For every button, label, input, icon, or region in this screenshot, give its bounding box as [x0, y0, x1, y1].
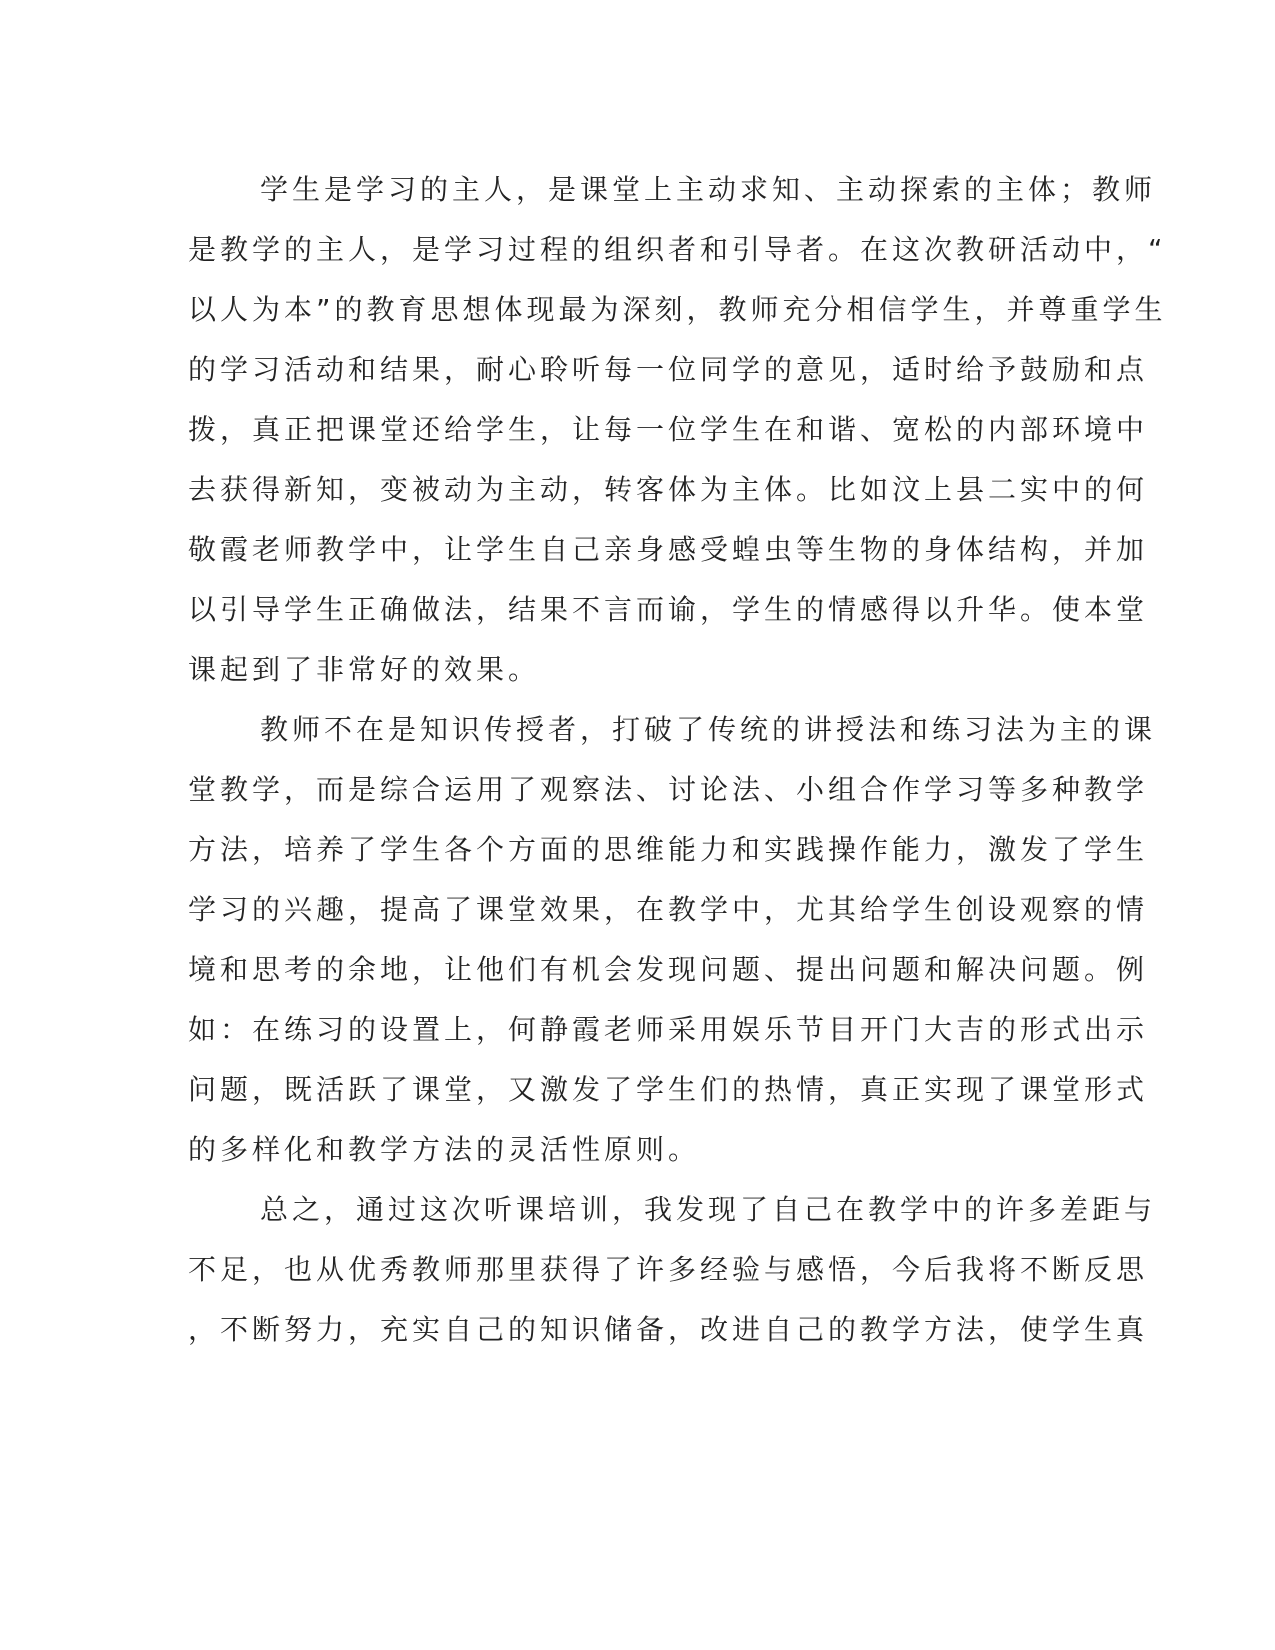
paragraph-line: 总之，通过这次听课培训，我发现了自己在教学中的许多差距与 [260, 1193, 1157, 1226]
paragraph-2 [188, 700, 1157, 1180]
paragraph-line: 是教学的主人，是学习过程的组织者和引导者。在这次教研活动中，“ [188, 233, 1167, 266]
paragraph-3 [188, 1180, 1157, 1360]
paragraph-line: 教师不在是知识传授者，打破了传统的讲授法和练习法为主的课 [260, 713, 1157, 746]
paragraph-line: 的多样化和教学方法的灵活性原则。 [188, 1133, 701, 1166]
paragraph-1 [188, 160, 1167, 700]
paragraph-line: 学生是学习的主人，是课堂上主动求知、主动探索的主体；教师 [260, 173, 1157, 206]
paragraph-line: 敬霞老师教学中，让学生自己亲身感受蝗虫等生物的身体结构，并加 [188, 533, 1149, 566]
paragraph-line: ，不断努力，充实自己的知识储备，改进自己的教学方法，使学生真 [188, 1313, 1149, 1346]
paragraph-line: 问题，既活跃了课堂，又激发了学生们的热情，真正实现了课堂形式 [188, 1073, 1149, 1106]
body-text [188, 160, 1167, 1360]
paragraph-line: 拨，真正把课堂还给学生，让每一位学生在和谐、宽松的内部环境中 [188, 413, 1149, 446]
paragraph-line: 课起到了非常好的效果。 [188, 653, 541, 686]
paragraph-line: 不足，也从优秀教师那里获得了许多经验与感悟，今后我将不断反思 [188, 1253, 1149, 1286]
paragraph-line: 境和思考的余地，让他们有机会发现问题、提出问题和解决问题。例 [188, 953, 1149, 986]
paragraph-line: 的学习活动和结果，耐心聆听每一位同学的意见，适时给予鼓励和点 [188, 353, 1149, 386]
paragraph-line: 如：在练习的设置上，何静霞老师采用娱乐节目开门大吉的形式出示 [188, 1013, 1149, 1046]
paragraph-line: 以引导学生正确做法，结果不言而谕，学生的情感得以升华。使本堂 [188, 593, 1149, 626]
paragraph-line: 方法，培养了学生各个方面的思维能力和实践操作能力，激发了学生 [188, 833, 1149, 866]
paragraph-line: 以人为本”的教育思想体现最为深刻，教师充分相信学生，并尊重学生 [188, 293, 1167, 326]
paragraph-line: 去获得新知，变被动为主动，转客体为主体。比如汶上县二实中的何 [188, 473, 1149, 506]
paragraph-line: 堂教学，而是综合运用了观察法、讨论法、小组合作学习等多种教学 [188, 773, 1149, 806]
paragraph-line: 学习的兴趣，提高了课堂效果，在教学中，尤其给学生创设观察的情 [188, 893, 1149, 926]
